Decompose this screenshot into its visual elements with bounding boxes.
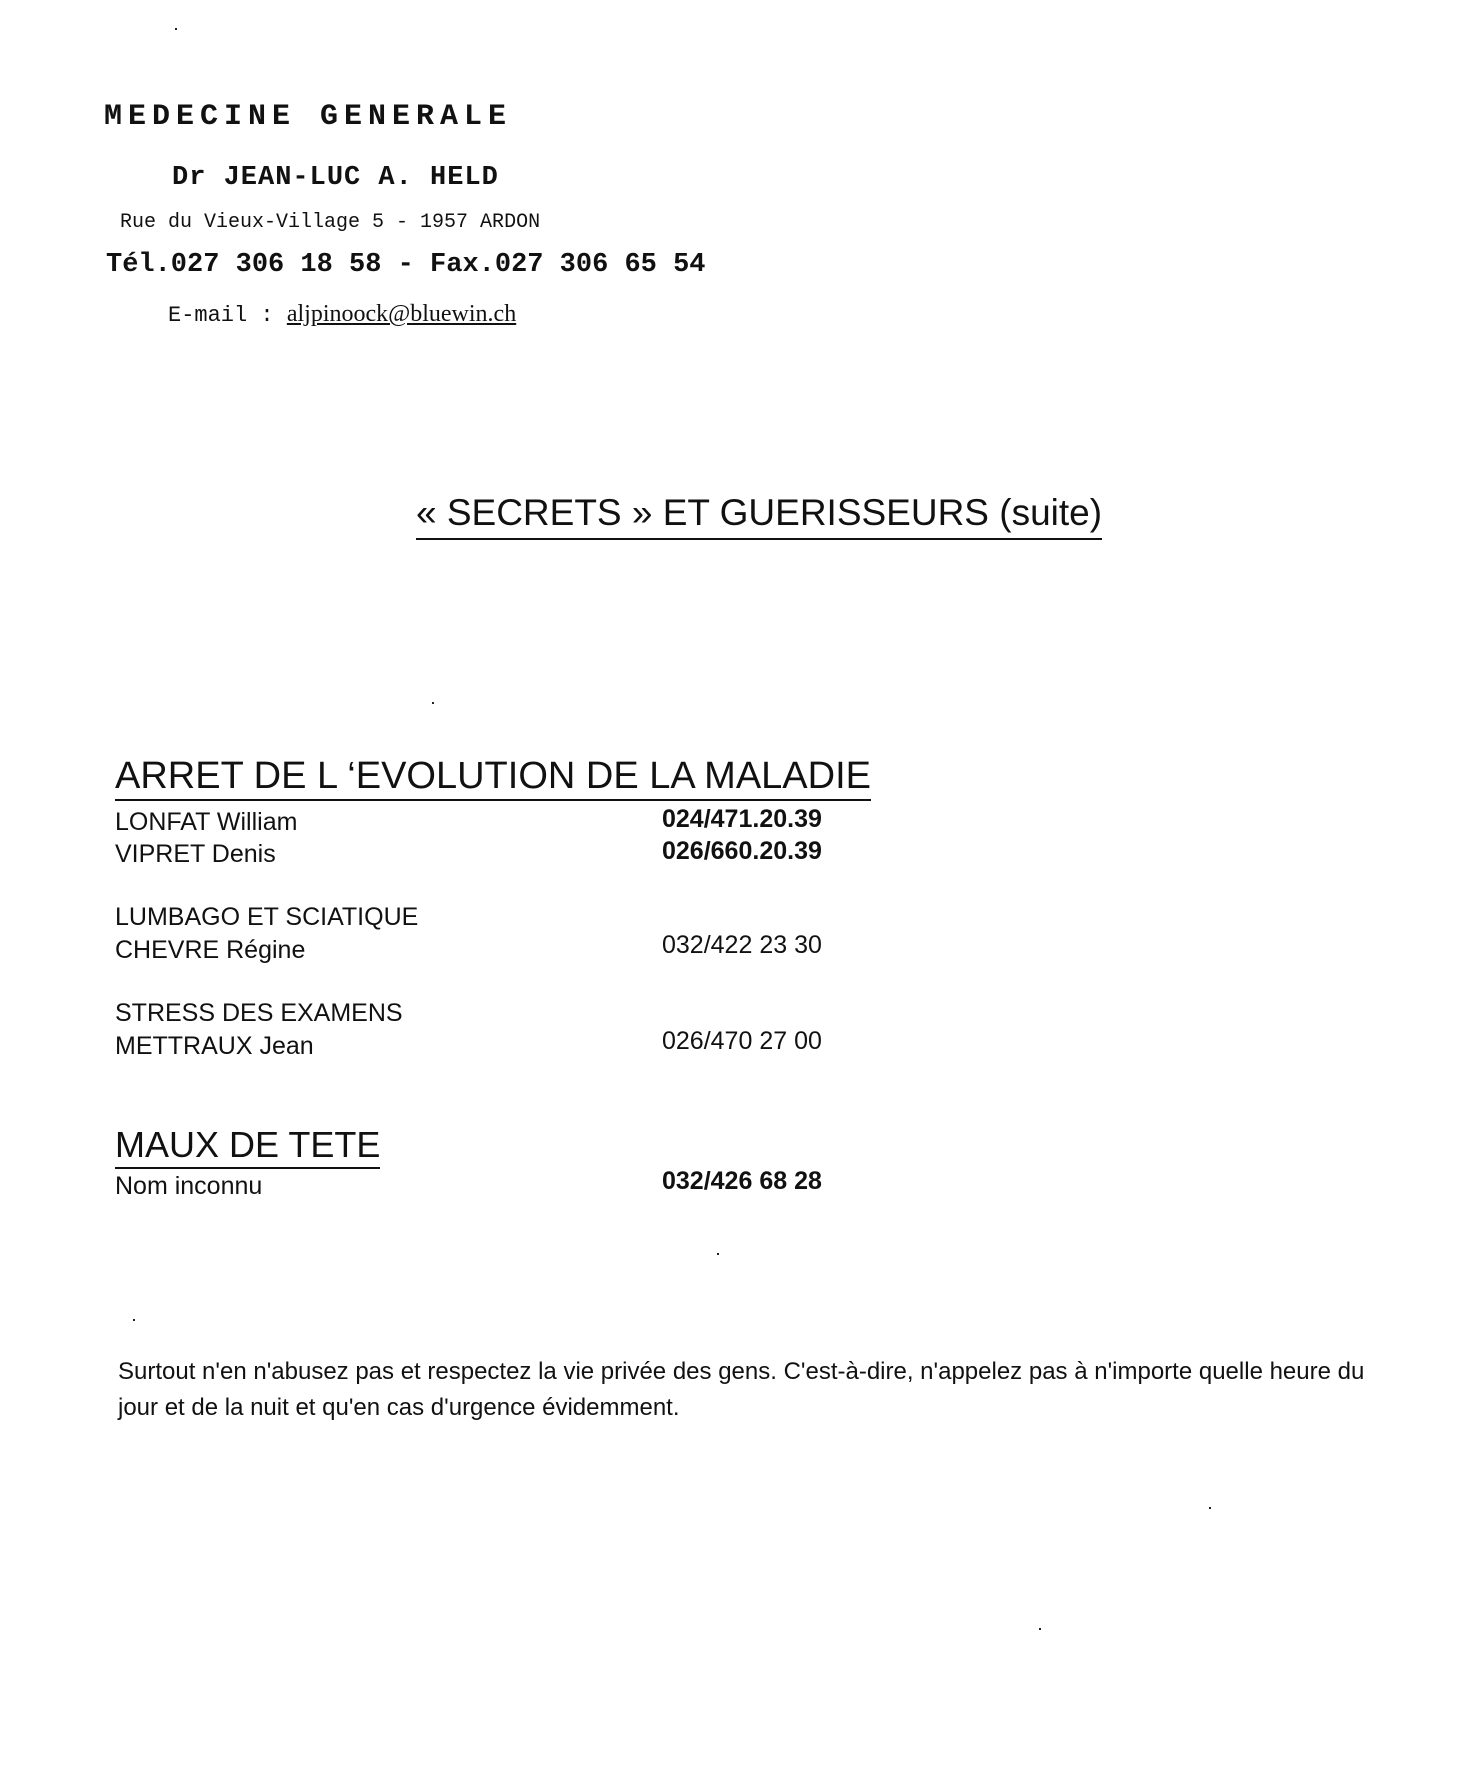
contact-name: VIPRET Denis [115, 840, 276, 868]
contact-phone: 024/471.20.39 [662, 805, 822, 833]
letterhead-email [168, 301, 516, 328]
scan-speck [717, 1253, 719, 1255]
scan-speck [1209, 1507, 1211, 1509]
scan-speck [133, 1319, 135, 1321]
email-label: E-mail : [168, 303, 274, 328]
section-heading-lumbago: LUMBAGO ET SCIATIQUE [115, 903, 419, 931]
letterhead-address: Rue du Vieux-Village 5 - 1957 ARDON [120, 211, 541, 234]
section-heading-arret: ARRET DE L ‘EVOLUTION DE LA MALADIE [115, 755, 871, 801]
letterhead-phone-fax: Tél.027 306 18 58 - Fax.027 306 65 54 [106, 250, 706, 280]
contact-name: CHEVRE Régine [115, 936, 306, 964]
contact-phone: 032/422 23 30 [662, 931, 822, 959]
scan-speck [1039, 1628, 1041, 1630]
contact-name: METTRAUX Jean [115, 1032, 314, 1060]
contact-phone: 026/660.20.39 [662, 837, 822, 865]
scan-speck [175, 28, 177, 30]
scan-speck [432, 702, 434, 704]
letterhead-doctor-name: Dr JEAN-LUC A. HELD [172, 163, 499, 193]
section-heading-stress: STRESS DES EXAMENS [115, 999, 403, 1027]
contact-phone: 032/426 68 28 [662, 1167, 822, 1195]
section-heading-maux-de-tete: MAUX DE TETE [115, 1124, 380, 1169]
contact-name: Nom inconnu [115, 1172, 263, 1200]
contact-name: LONFAT William [115, 808, 298, 836]
letterhead-specialty: MEDECINE GENERALE [104, 100, 513, 134]
footer-privacy-note: Surtout n'en n'abusez pas et respectez la vie privée des gens. C'est-à-dire, n'appelez pas à n'importe quelle heure du jour et de la nuit et qu'en cas d'urgence évidemment. [118, 1358, 1365, 1421]
document-title: « SECRETS » ET GUERISSEURS (suite) [416, 492, 1102, 540]
contact-phone: 026/470 27 00 [662, 1027, 822, 1055]
email-address-link[interactable]: aljpinoock@bluewin.ch [286, 301, 517, 327]
